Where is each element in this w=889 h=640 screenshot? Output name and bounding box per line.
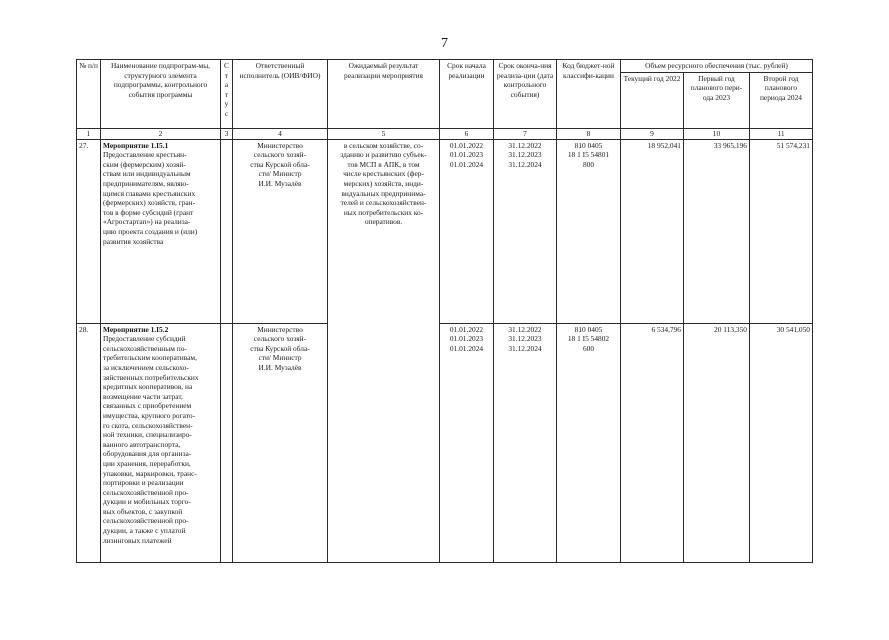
current-year-amount: 6 534,796 bbox=[621, 323, 684, 562]
end-date: 31.12.2022 bbox=[508, 140, 542, 150]
first-year-amount: 33 965,196 bbox=[684, 139, 750, 323]
measure-name-line: тов в форме субсидий (грант bbox=[103, 207, 194, 217]
measure-name-line: требительским кооперативам, bbox=[103, 353, 197, 363]
result-line: мерских) хозяйств, инди- bbox=[343, 178, 424, 188]
column-number: 6 bbox=[440, 128, 494, 139]
measure-name-line: за исключением сельскохо- bbox=[103, 362, 189, 372]
column-number: 3 bbox=[221, 128, 233, 139]
header-end: Срок оконча-ния реализа-ции (дата контрольного события) bbox=[494, 60, 557, 129]
measure-name-line: оборудования для организа- bbox=[103, 449, 192, 459]
responsible-line: ства Курской обла- bbox=[250, 343, 310, 353]
header-name: Наименование подпрограм-мы, структурного элемента подпрограммы, контрольного события программы bbox=[101, 60, 221, 129]
responsible-line: сти/ Министр bbox=[258, 353, 302, 363]
result-line: числе крестьянских (фер- bbox=[343, 169, 424, 179]
header-status bbox=[221, 60, 233, 129]
budget-code-line: 18 1 I5 54801 bbox=[567, 150, 610, 160]
column-number: 5 bbox=[328, 128, 440, 139]
responsible-cell bbox=[233, 139, 328, 323]
page-number: 7 bbox=[441, 36, 448, 51]
header-resources: Объем ресурсного обеспечения (тыс. рублей) bbox=[621, 60, 813, 73]
measure-name-line: ции хранения, переработки, bbox=[103, 458, 191, 468]
measure-name-line: ванного автотранспорта, bbox=[103, 439, 181, 449]
measure-name-line: возмещение части затрат, bbox=[103, 391, 183, 401]
second-year-amount: 30 541,050 bbox=[750, 323, 813, 562]
measure-name-line: Предоставление крестьян- bbox=[103, 150, 187, 160]
header-second-year: Второй год планового периода 2024 bbox=[750, 72, 813, 128]
header-status-letter: С bbox=[224, 61, 229, 70]
result-line: оперативов. bbox=[364, 217, 403, 227]
start-date: 01.01.2023 bbox=[449, 150, 484, 160]
header-first-year: Первый год планового пери-ода 2023 bbox=[684, 72, 750, 128]
measure-name-cell bbox=[101, 323, 221, 562]
responsible-line: сельского хозяй- bbox=[253, 150, 307, 160]
column-number-row bbox=[77, 128, 813, 139]
result-line: зданию и развитию субъек- bbox=[340, 150, 427, 160]
measure-name-line: ной техники, специализиро- bbox=[103, 430, 192, 440]
result-line: ных потребительских ко- bbox=[343, 207, 424, 217]
responsible-line: Министерство bbox=[257, 324, 303, 334]
budget-code-line: 810 0405 bbox=[574, 140, 603, 150]
column-number: 4 bbox=[233, 128, 328, 139]
table-row bbox=[77, 139, 813, 323]
measure-name-line: кредитных кооперативов, на bbox=[103, 382, 193, 392]
column-number: 11 bbox=[750, 128, 813, 139]
column-number: 10 bbox=[684, 128, 750, 139]
measure-name-cell bbox=[101, 139, 221, 323]
row-number: 28. bbox=[77, 323, 101, 562]
budget-code-cell bbox=[557, 323, 621, 562]
measure-name-line: Предоставление субсидий bbox=[103, 334, 186, 344]
measure-name-line: го скота, сельскохозяйствен- bbox=[103, 420, 193, 430]
second-year-amount: 51 574,231 bbox=[750, 139, 813, 323]
header-status-letter: у bbox=[224, 99, 229, 109]
measure-name-line: развития хозяйства bbox=[103, 236, 164, 246]
responsible-line: Министерство bbox=[257, 140, 303, 150]
status-cell bbox=[221, 139, 233, 323]
measure-name-line: упаковки, маркировки, транс- bbox=[103, 468, 197, 478]
result-line: в сельском хозяйстве, со- bbox=[343, 140, 424, 150]
budget-code-line: 600 bbox=[582, 343, 595, 353]
program-table bbox=[76, 59, 813, 563]
header-responsible: Ответственный исполнитель (ОИВ/ФИО) bbox=[233, 60, 328, 129]
end-date: 31.12.2022 bbox=[508, 324, 542, 334]
first-year-amount: 20 113,350 bbox=[684, 323, 750, 562]
measure-name-line: сельскохозяйственной про- bbox=[103, 516, 189, 526]
measure-name-line: предпринимателям, являю- bbox=[103, 178, 189, 188]
measure-name-line: дукции и мобильных торго- bbox=[103, 497, 191, 507]
end-dates-cell bbox=[494, 139, 557, 323]
responsible-line: сельского хозяй- bbox=[253, 334, 307, 344]
measure-name-line: лизинговых платежей bbox=[103, 535, 172, 545]
measure-name-line: ствам или индивидуальным bbox=[103, 169, 191, 179]
column-number: 1 bbox=[77, 128, 101, 139]
start-date: 01.01.2022 bbox=[449, 324, 484, 334]
column-number: 2 bbox=[101, 128, 221, 139]
responsible-line: ства Курской обла- bbox=[250, 159, 310, 169]
measure-name-line: вых объектов, с закупкой bbox=[103, 506, 183, 516]
expected-result-cell bbox=[328, 139, 440, 562]
end-dates-cell bbox=[494, 323, 557, 562]
status-cell bbox=[221, 323, 233, 562]
current-year-amount: 18 952,041 bbox=[621, 139, 684, 323]
end-date: 31.12.2024 bbox=[508, 159, 542, 169]
header-start: Срок начала реализации bbox=[440, 60, 494, 129]
measure-title: Мероприятие 1.I5.2 bbox=[103, 324, 169, 334]
measure-name-line: зяйственных потребительских bbox=[103, 372, 199, 382]
start-date: 01.01.2022 bbox=[449, 140, 484, 150]
measure-name-line: сельскохозяйственным по- bbox=[103, 343, 187, 353]
header-row-1 bbox=[77, 60, 813, 73]
header-status-letter: а bbox=[224, 80, 229, 90]
header-status-letter: с bbox=[224, 108, 229, 118]
measure-name-line: портировки и реализации bbox=[103, 478, 184, 488]
responsible-line: И.И. Музалёв bbox=[258, 362, 302, 372]
budget-code-line: 800 bbox=[582, 159, 595, 169]
column-number: 9 bbox=[621, 128, 684, 139]
result-line: тов МСП в АПК, в том bbox=[347, 159, 420, 169]
header-result: Ожидаемый результат реализации мероприятия bbox=[328, 60, 440, 129]
measure-name-line: щимся главами крестьянских bbox=[103, 188, 196, 198]
responsible-line: И.И. Музалёв bbox=[258, 178, 302, 188]
start-date: 01.01.2023 bbox=[449, 334, 484, 344]
header-status-letter: т bbox=[224, 89, 229, 99]
column-number: 7 bbox=[494, 128, 557, 139]
end-date: 31.12.2023 bbox=[508, 150, 542, 160]
budget-code-line: 18 1 I5 54802 bbox=[567, 334, 610, 344]
responsible-line: сти/ Министр bbox=[258, 169, 302, 179]
budget-code-cell bbox=[557, 139, 621, 323]
start-date: 01.01.2024 bbox=[449, 159, 484, 169]
measure-name-line: цию проекта создания и (или) bbox=[103, 226, 198, 236]
table-row bbox=[77, 323, 813, 562]
responsible-cell bbox=[233, 323, 328, 562]
measure-name-line: дукции, а также с уплатой bbox=[103, 526, 186, 536]
measure-title: Мероприятие 1.I5.1 bbox=[103, 140, 169, 150]
header-status-letter: т bbox=[224, 70, 229, 80]
start-dates-cell bbox=[440, 323, 494, 562]
measure-name-line: связанных с приобретением bbox=[103, 401, 192, 411]
start-dates-cell bbox=[440, 139, 494, 323]
row-number: 27. bbox=[77, 139, 101, 323]
start-date: 01.01.2024 bbox=[449, 343, 484, 353]
header-budget-code: Код бюджет-ной классифи-кации bbox=[557, 60, 621, 129]
measure-name-line: (фермерских) хозяйств, гран- bbox=[103, 198, 196, 208]
result-line: видуальных предпринима- bbox=[341, 188, 426, 198]
measure-name-line: имущества, крупного рогато- bbox=[103, 410, 196, 420]
header-current-year: Текущий год 2022 bbox=[621, 72, 684, 128]
budget-code-line: 810 0405 bbox=[574, 324, 603, 334]
measure-name-line: ским (фермерским) хозяй- bbox=[103, 159, 186, 169]
measure-name-line: сельскохозяйственной про- bbox=[103, 487, 189, 497]
measure-name-line: «Агростартап») на реализа- bbox=[103, 217, 191, 227]
end-date: 31.12.2023 bbox=[508, 334, 542, 344]
column-number: 8 bbox=[557, 128, 621, 139]
result-line: телей и сельскохозяйствен- bbox=[340, 198, 427, 208]
end-date: 31.12.2024 bbox=[508, 343, 542, 353]
header-num: № п/п bbox=[77, 60, 101, 129]
